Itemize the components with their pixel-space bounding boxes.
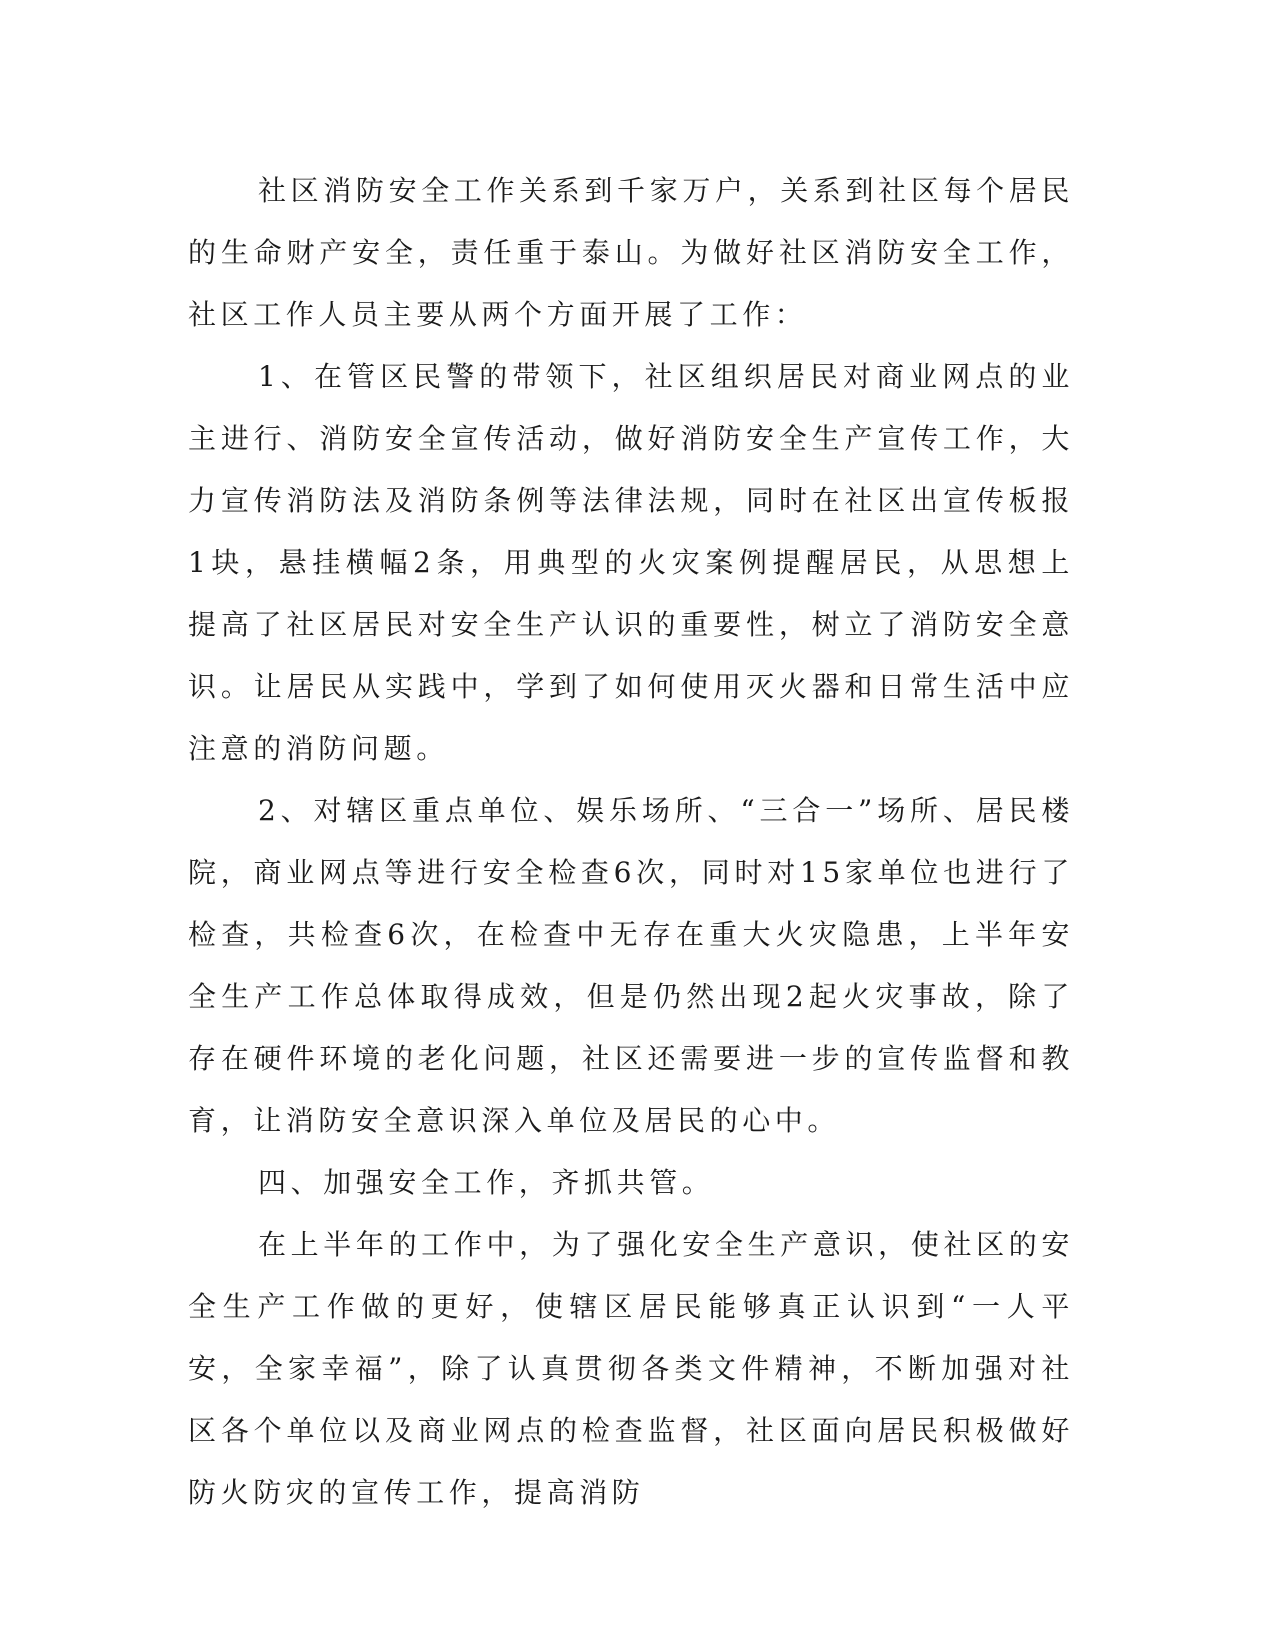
paragraph-item-2: 2、对辖区重点单位、娱乐场所、“三合一”场所、居民楼院，商业网点等进行安全检查6次，同时对15家单位也进行了检查，共检查6次，在检查中无存在重大火灾隐患，上半年安全生产工作总体取得成效，但是仍然出现2起火灾事故，除了存在硬件环境的老化问题，社区还需要进一步的宣传监督和教育，让消防安全意识深入单位及居民的心中。: [188, 794, 1074, 1137]
paragraph-intro: 社区消防安全工作关系到千家万户，关系到社区每个居民的生命财产安全，责任重于泰山。为做好社区消防安全工作，社区工作人员主要从两个方面开展了工作：: [188, 174, 1074, 331]
paragraph-item-1: 1、在管区民警的带领下，社区组织居民对商业网点的业主进行、消防安全宣传活动，做好消防安全生产宣传工作，大力宣传消防法及消防条例等法律法规，同时在社区出宣传板报1块，悬挂横幅2条，用典型的火灾案例提醒居民，从思想上提高了社区居民对安全生产认识的重要性，树立了消防安全意识。让居民从实践中，学到了如何使用灭火器和日常生活中应注意的消防问题。: [188, 360, 1074, 765]
paragraph-section-4: 在上半年的工作中，为了强化安全生产意识，使社区的安全生产工作做的更好，使辖区居民能够真正认识到“一人平安，全家幸福”，除了认真贯彻各类文件精神，不断加强对社区各个单位以及商业网点的检查监督，社区面向居民积极做好防火防灾的宣传工作，提高消防: [188, 1228, 1074, 1509]
document-body: [188, 160, 1074, 1524]
section-heading-4: 四、加强安全工作，齐抓共管。: [258, 1166, 715, 1199]
